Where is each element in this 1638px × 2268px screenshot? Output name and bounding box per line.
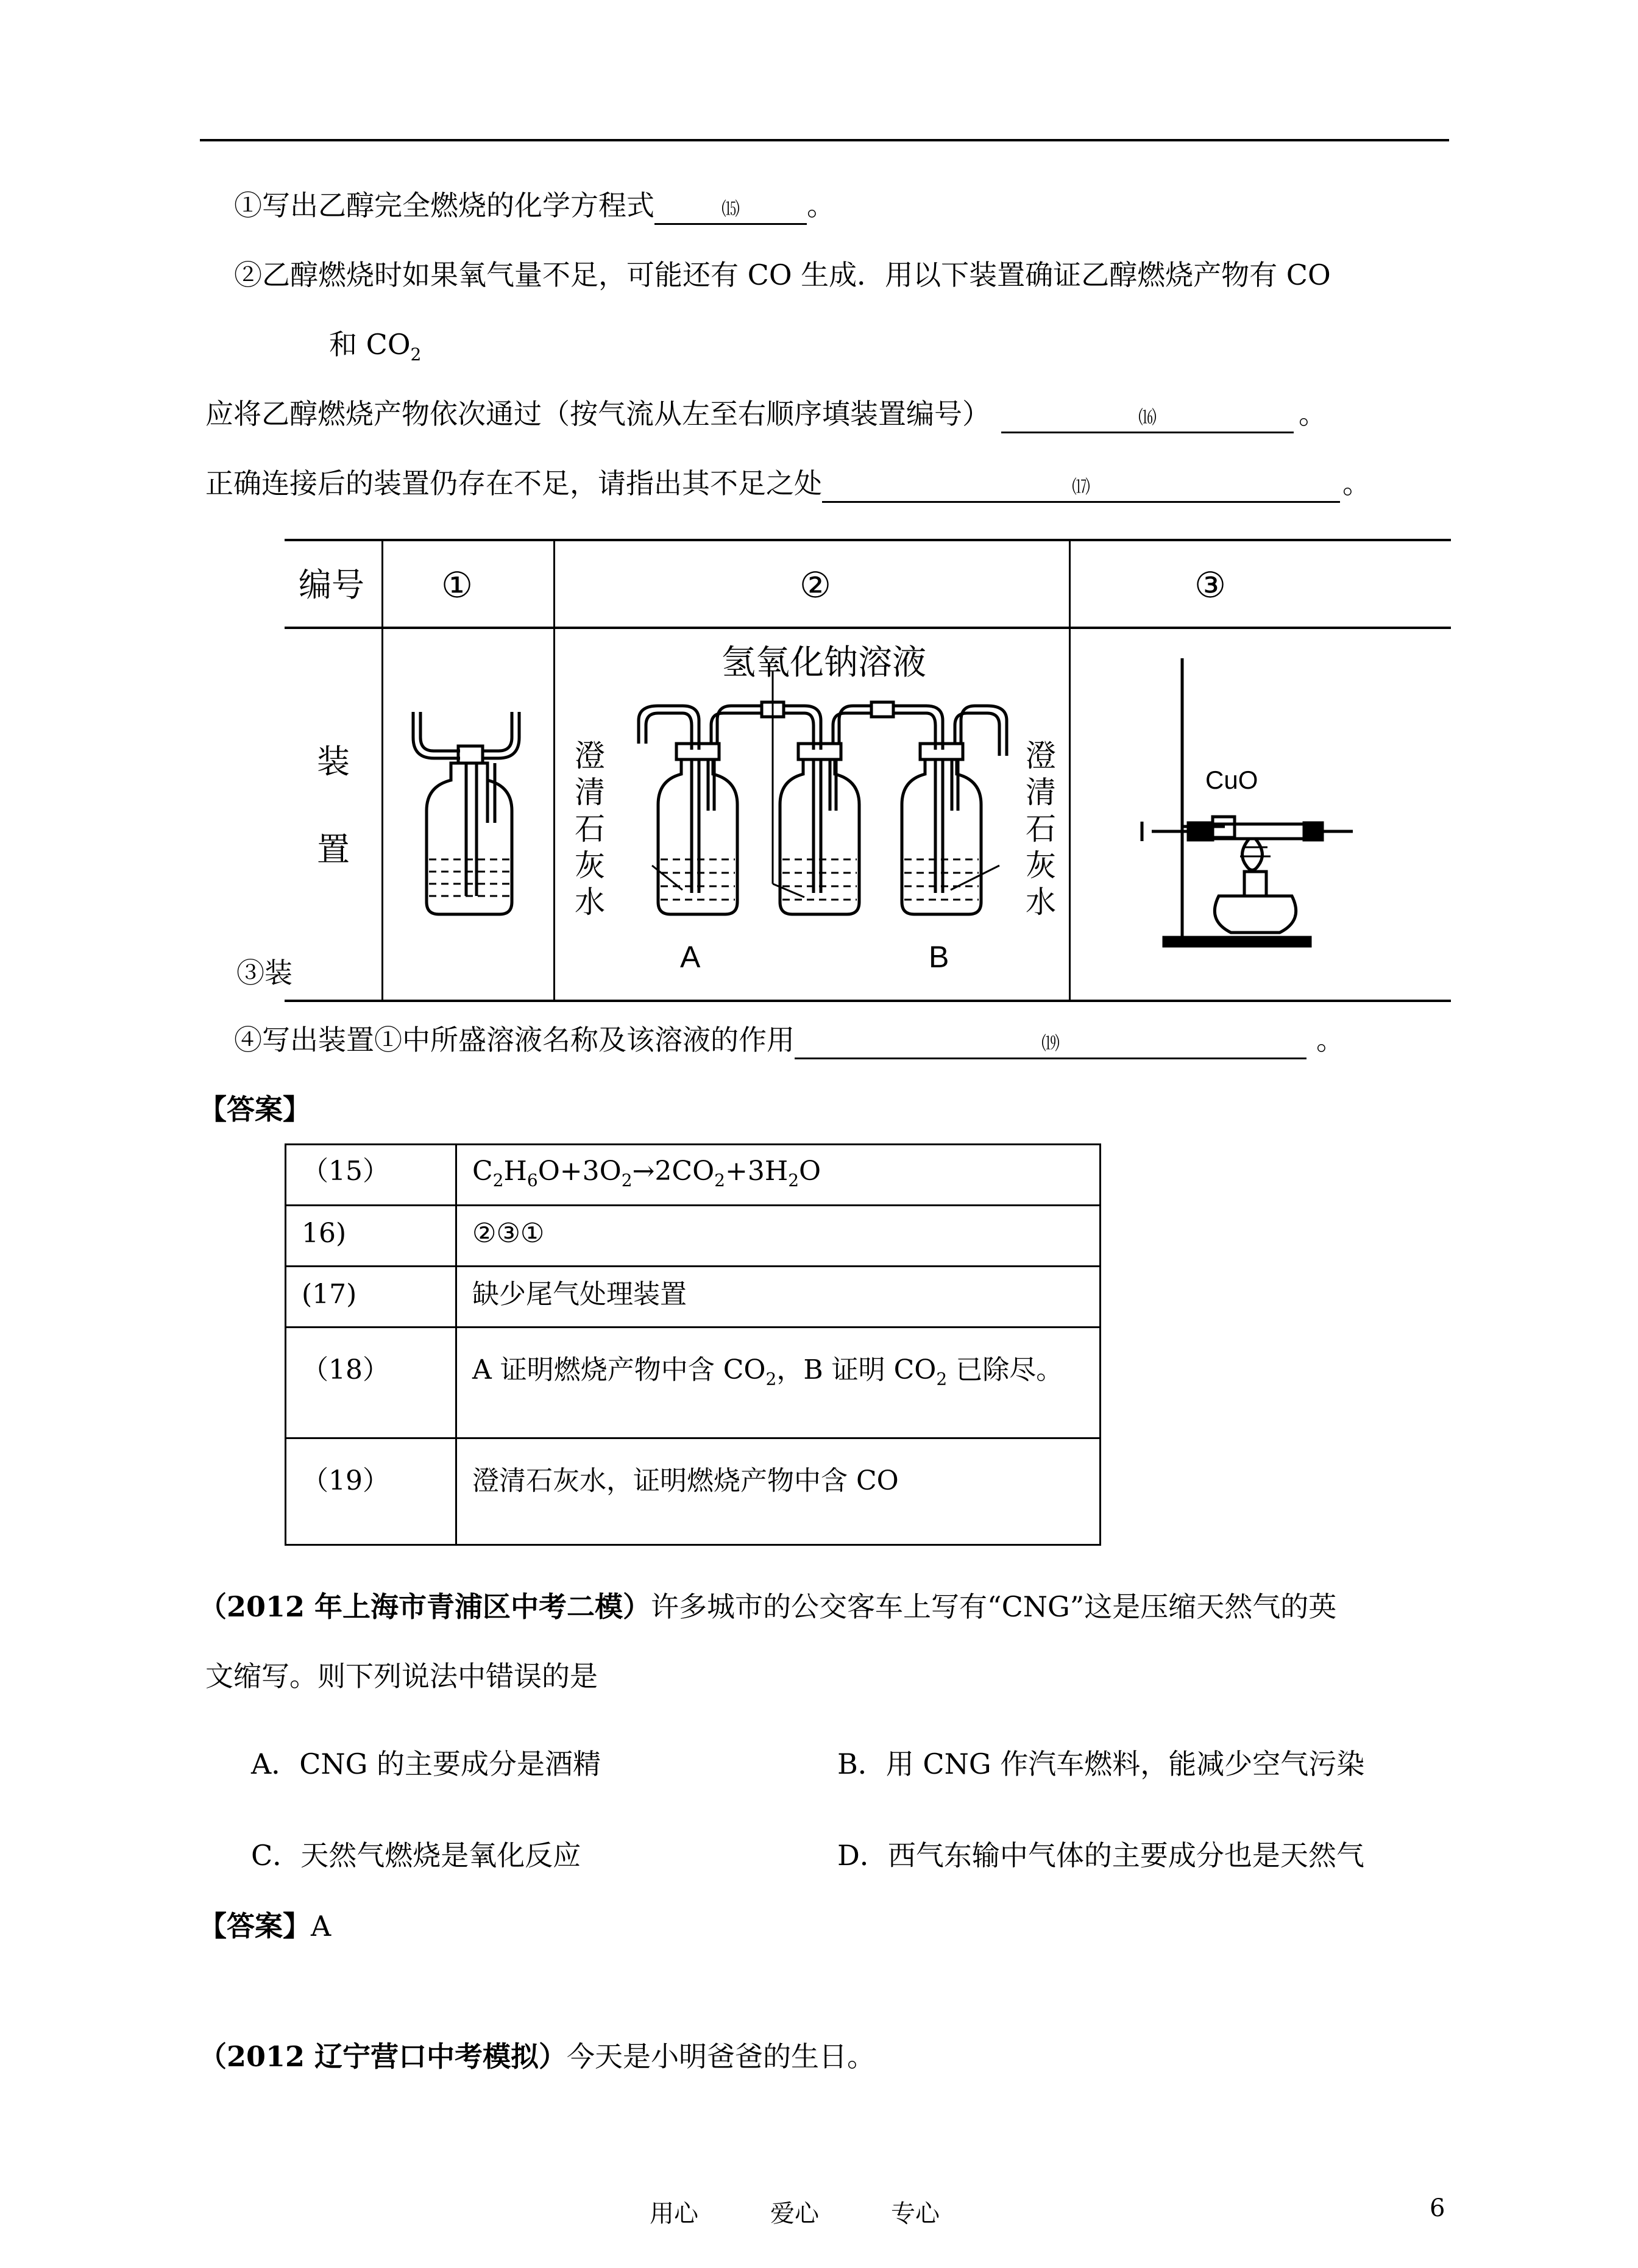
q-line-1: ①写出乙醇完全燃烧的化学方程式 ⒂ 。: [234, 187, 835, 225]
answer-key-18: （18）: [302, 1354, 389, 1385]
q-line-4: 应将乙醇燃烧产物依次通过（按气流从左至右顺序填装置编号） ⒃ 。: [205, 396, 1327, 433]
cuo-label: CuO: [1205, 766, 1258, 794]
table-top-rule: [285, 539, 1451, 541]
table-header-rule: [285, 627, 1451, 629]
footer: [0, 2194, 1638, 2231]
q2-option-d: D．西气东输中气体的主要成分也是天然气: [837, 1839, 1364, 1872]
header-rule: [200, 139, 1449, 141]
table-divider-1: [381, 539, 383, 1002]
q2-line-2: 文缩写。则下列说法中错误的是: [205, 1660, 598, 1693]
q2-option-c: C．天然气燃烧是氧化反应: [251, 1839, 581, 1872]
answer-val-17: 缺少尾气处理装置: [472, 1279, 687, 1310]
answer-val-18: A 证明燃烧产物中含 $CO_2$，B 证明 $CO_2$ 已除尽。: [472, 1354, 1063, 1389]
answer-val-19: 澄清石灰水，证明燃烧产物中含 CO: [472, 1465, 899, 1496]
q3-line: （2012 辽宁营口中考模拟）今天是小明爸爸的生日。: [199, 2040, 876, 2073]
q2-answer: 【答案】A: [199, 1910, 332, 1943]
overlap-fragment: ③装: [236, 956, 292, 989]
header-col-3: ③: [1194, 564, 1226, 606]
footer-item-2: 爱心: [770, 2200, 819, 2228]
naoh-label: 氢氧化钠溶液: [722, 643, 926, 683]
q-line-2: ②乙醇燃烧时如果氧气量不足，可能还有 CO 生成．用以下装置确证乙醇燃烧产物有 CO: [234, 258, 1331, 291]
header-label: 编号: [299, 566, 364, 604]
answer-key-19: （19）: [302, 1465, 389, 1496]
blank-15: ⒂: [654, 196, 807, 225]
row-label-2: 置: [317, 830, 350, 869]
bottle-a-label: A: [680, 940, 701, 974]
q-line-6: ④写出装置①中所盛溶液名称及该溶液的作用 ⒆ 。: [234, 1022, 1344, 1059]
q-line-3: 和 $CO_2$: [329, 328, 422, 365]
table-divider-2: [553, 539, 555, 1002]
q-line-5: 正确连接后的装置仍存在不足，请指出其不足之处 ⒄ 。: [205, 465, 1370, 503]
blank-17: ⒄: [822, 474, 1340, 503]
q3-source: （2012 辽宁营口中考模拟）: [199, 2040, 567, 2073]
table-divider-3: [1069, 539, 1071, 1002]
apparatus-3-drawing: [1127, 652, 1359, 981]
q2-source: （2012 年上海市青浦区中考二模）: [199, 1590, 651, 1623]
apparatus-2-drawing: [609, 683, 1024, 926]
apparatus-1-drawing: [402, 707, 536, 926]
row-label-1: 装: [317, 742, 350, 781]
bottle-b-label: B: [929, 940, 949, 974]
q2-option-b: B．用 CNG 作汽车燃料，能减少空气污染: [837, 1747, 1365, 1780]
page-number: 6: [1430, 2194, 1445, 2222]
blank-19: ⒆: [795, 1031, 1306, 1059]
answer-val-15: $C_2H_6O+3O_2\to 2CO_2+3H_2O$: [472, 1156, 821, 1190]
table-bottom-rule: [285, 1000, 1451, 1002]
answer-key-17: (17): [302, 1279, 357, 1310]
footer-item-1: 用心: [650, 2200, 698, 2228]
answer-table: [285, 1143, 1101, 1546]
q2-option-a: A．CNG 的主要成分是酒精: [251, 1747, 601, 1780]
q2-line-1: （2012 年上海市青浦区中考二模）许多城市的公交客车上写有“CNG”这是压缩天然气的英: [199, 1590, 1337, 1623]
footer-item-3: 专心: [891, 2200, 940, 2228]
header-col-2: ②: [800, 564, 831, 606]
blank-16: ⒃: [1001, 405, 1294, 433]
header-col-1: ①: [441, 564, 473, 606]
answer-val-16: ②③①: [472, 1218, 545, 1249]
answer-key-15: （15）: [302, 1156, 389, 1187]
answer-heading-1: 【答案】: [199, 1093, 311, 1126]
answer-key-16: 16): [302, 1218, 347, 1249]
